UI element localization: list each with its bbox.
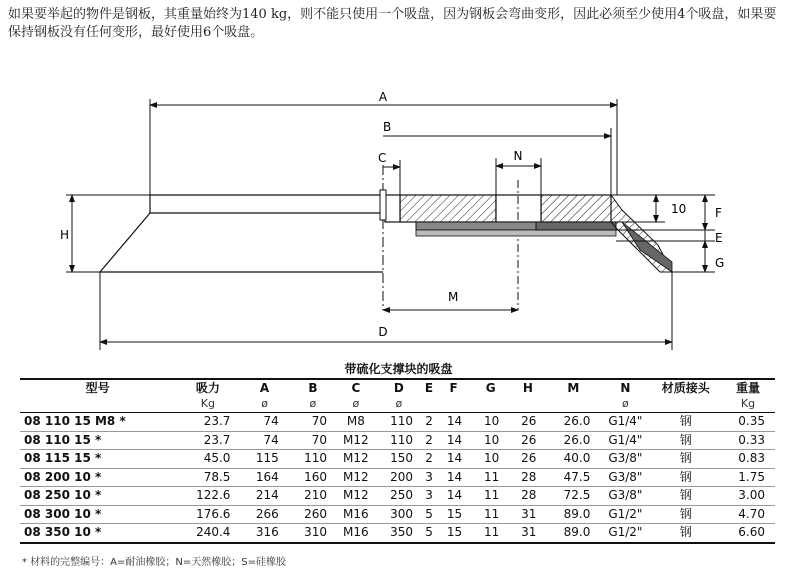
table-cell: 110 (375, 431, 423, 450)
table-cell: 23.7 (175, 413, 240, 432)
table-cell: 钢 (650, 505, 721, 524)
table-cell: 14 (435, 413, 472, 432)
table-cell: 74 (240, 431, 288, 450)
table-cell: M12 (337, 450, 375, 469)
cup-right-section (380, 180, 672, 310)
column-header (20, 379, 175, 413)
footnote: * 材料的完整编号：A=耐油橡胶；N=天然橡胶；S=硅橡胶 (22, 557, 286, 568)
column-header-label: A (259, 381, 270, 395)
table-row (20, 505, 775, 524)
table-cell: G1/2" (600, 505, 650, 524)
model-number-cell: 08 250 10 * (20, 487, 175, 506)
model-number-cell: 08 110 15 M8 * (20, 413, 175, 432)
table-cell: 26 (509, 431, 546, 450)
table-cell: 0.33 (721, 431, 775, 450)
column-header (472, 379, 509, 413)
table-cell: 5 (423, 505, 435, 524)
table-cell: 210 (289, 487, 337, 506)
table-cell: 钢 (650, 431, 721, 450)
column-header-unit (472, 396, 509, 412)
table-cell: 350 (375, 524, 423, 543)
column-header-unit (435, 396, 472, 412)
column-header-label: H (522, 381, 533, 395)
intro-paragraph: 如果要举起的物件是钢板，其重量始终为140 kg，则不能只使用一个吸盘，因为钢板会弯曲变形，因此必须至少使用4个吸盘，如果要保持钢板没有任何变形，最好使用6个吸盘。 (8, 7, 777, 40)
table-body (20, 413, 775, 543)
model-number-cell: 08 115 15 * (20, 450, 175, 469)
dimension-h (60, 195, 150, 272)
column-header-label: 材质接头 (661, 381, 710, 395)
column-header-unit (650, 396, 721, 412)
model-number-cell: 08 300 10 * (20, 505, 175, 524)
table-cell: 11 (472, 505, 509, 524)
table-cell: 14 (435, 450, 472, 469)
column-header-unit: ø (395, 397, 403, 410)
label-a: A (378, 90, 388, 104)
dimension-d (100, 272, 672, 350)
column-header-unit (546, 396, 600, 412)
table-cell: M12 (337, 468, 375, 487)
model-number-cell: 08 110 15 * (20, 431, 175, 450)
column-header-label: F (449, 381, 458, 395)
column-header (375, 379, 423, 413)
table-cell: 266 (240, 505, 288, 524)
table-cell: 72.5 (546, 487, 600, 506)
table-cell: 115 (240, 450, 288, 469)
label-f: F (715, 206, 722, 220)
column-header (175, 379, 240, 413)
table-cell: 11 (472, 487, 509, 506)
table-cell: 钢 (650, 413, 721, 432)
table-cell: 164 (240, 468, 288, 487)
column-header-unit (509, 396, 546, 412)
table-row (20, 431, 775, 450)
table-cell: 4.70 (721, 505, 775, 524)
table-cell: G3/8" (600, 450, 650, 469)
dimension-n (496, 149, 541, 195)
table-cell: 6.60 (721, 524, 775, 543)
table-cell: M12 (337, 431, 375, 450)
column-header-label: M (567, 381, 580, 395)
column-header-label: N (620, 381, 631, 395)
table-cell: 0.83 (721, 450, 775, 469)
column-header-label: B (308, 381, 318, 395)
column-header-label: 吸力 (195, 381, 220, 395)
column-header (650, 379, 721, 413)
table-cell: 2 (423, 413, 435, 432)
label-d: D (378, 325, 388, 339)
table-cell: 214 (240, 487, 288, 506)
table-cell: 70 (289, 431, 337, 450)
table-cell: M16 (337, 505, 375, 524)
table-cell: 钢 (650, 524, 721, 543)
dimension-b (383, 120, 611, 195)
label-b: B (383, 120, 392, 134)
table-cell: 3.00 (721, 487, 775, 506)
table-cell: 3 (423, 487, 435, 506)
table-cell: G1/2" (600, 524, 650, 543)
table-cell: 11 (472, 468, 509, 487)
column-header-unit (20, 396, 175, 412)
column-header (600, 379, 650, 413)
table-cell: G1/4" (600, 431, 650, 450)
dimension-c (378, 151, 400, 195)
table-row (20, 468, 775, 487)
table-cell: G1/4" (600, 413, 650, 432)
table-cell: 160 (289, 468, 337, 487)
table-cell: G3/8" (600, 468, 650, 487)
column-header-label: 型号 (85, 381, 110, 395)
table-cell: 110 (375, 413, 423, 432)
column-header (337, 379, 375, 413)
table-cell: M12 (337, 487, 375, 506)
column-header-unit: ø (261, 397, 268, 410)
table-cell: 11 (472, 524, 509, 543)
column-header (721, 379, 775, 413)
label-ten: 10 (671, 202, 687, 216)
column-header-label: D (393, 381, 404, 395)
table-cell: 26.0 (546, 431, 600, 450)
table-cell: 1.75 (721, 468, 775, 487)
table-cell: M8 (337, 413, 375, 432)
table-cell: 31 (509, 505, 546, 524)
table-cell: 176.6 (175, 505, 240, 524)
table-cell: 钢 (650, 468, 721, 487)
column-header-unit: Kg (200, 397, 215, 410)
table-cell: 28 (509, 468, 546, 487)
table-cell: 28 (509, 487, 546, 506)
table-cell: 70 (289, 413, 337, 432)
column-header-unit: Kg (740, 397, 756, 410)
table-cell: M16 (337, 524, 375, 543)
table-cell: 10 (472, 450, 509, 469)
table-cell: 31 (509, 524, 546, 543)
model-number-cell: 08 350 10 * (20, 524, 175, 543)
table-cell: 250 (375, 487, 423, 506)
table-cell: 89.0 (546, 524, 600, 543)
table-cell: 310 (289, 524, 337, 543)
table-row (20, 450, 775, 469)
table-cell: 150 (375, 450, 423, 469)
column-header-label: 重量 (735, 381, 760, 395)
table-cell: 3 (423, 468, 435, 487)
column-header-unit: ø (309, 397, 317, 410)
table-row (20, 524, 775, 543)
column-header-label: G (485, 381, 496, 395)
table-cell: 122.6 (175, 487, 240, 506)
label-e: E (715, 231, 723, 245)
table-cell: 钢 (650, 450, 721, 469)
table-cell: 260 (289, 505, 337, 524)
spec-table (20, 378, 775, 544)
column-header-unit: ø (622, 397, 629, 410)
column-header (240, 379, 288, 413)
table-cell: 15 (435, 524, 472, 543)
table-cell: 26 (509, 413, 546, 432)
table-cell: 78.5 (175, 468, 240, 487)
label-m: M (448, 290, 459, 304)
table-cell: 23.7 (175, 431, 240, 450)
model-number-cell: 08 200 10 * (20, 468, 175, 487)
dimension-m (383, 290, 518, 310)
table-title: 带硫化支撑块的吸盘 (344, 362, 453, 376)
table-cell: 14 (435, 468, 472, 487)
table-header-row (20, 379, 775, 413)
label-h: H (60, 228, 70, 242)
label-c: C (378, 151, 387, 165)
table-cell: G3/8" (600, 487, 650, 506)
cup-left-outline (100, 195, 383, 272)
table-row (20, 487, 775, 506)
column-header (435, 379, 472, 413)
table-cell: 14 (435, 431, 472, 450)
table-cell: 26 (509, 450, 546, 469)
table-cell: 10 (472, 413, 509, 432)
column-header-unit (423, 396, 435, 412)
table-cell: 14 (435, 487, 472, 506)
table-cell: 47.5 (546, 468, 600, 487)
label-g: G (715, 256, 725, 270)
column-header (509, 379, 546, 413)
table-row (20, 413, 775, 432)
table-cell: 316 (240, 524, 288, 543)
label-n: N (513, 149, 523, 163)
table-cell: 0.35 (721, 413, 775, 432)
table-cell: 45.0 (175, 450, 240, 469)
table-cell: 2 (423, 431, 435, 450)
column-header (423, 379, 435, 413)
table-cell: 15 (435, 505, 472, 524)
table-cell: 2 (423, 450, 435, 469)
column-header (546, 379, 600, 413)
table-cell: 300 (375, 505, 423, 524)
column-header-unit: ø (352, 397, 360, 410)
column-header-label: E (424, 381, 434, 395)
table-cell: 40.0 (546, 450, 600, 469)
table-cell: 钢 (650, 487, 721, 506)
column-header (289, 379, 337, 413)
column-header-label: C (351, 381, 361, 395)
table-cell: 240.4 (175, 524, 240, 543)
table-cell: 110 (289, 450, 337, 469)
table-cell: 74 (240, 413, 288, 432)
table-cell: 200 (375, 468, 423, 487)
table-cell: 5 (423, 524, 435, 543)
table-cell: 89.0 (546, 505, 600, 524)
table-cell: 10 (472, 431, 509, 450)
table-cell: 26.0 (546, 413, 600, 432)
